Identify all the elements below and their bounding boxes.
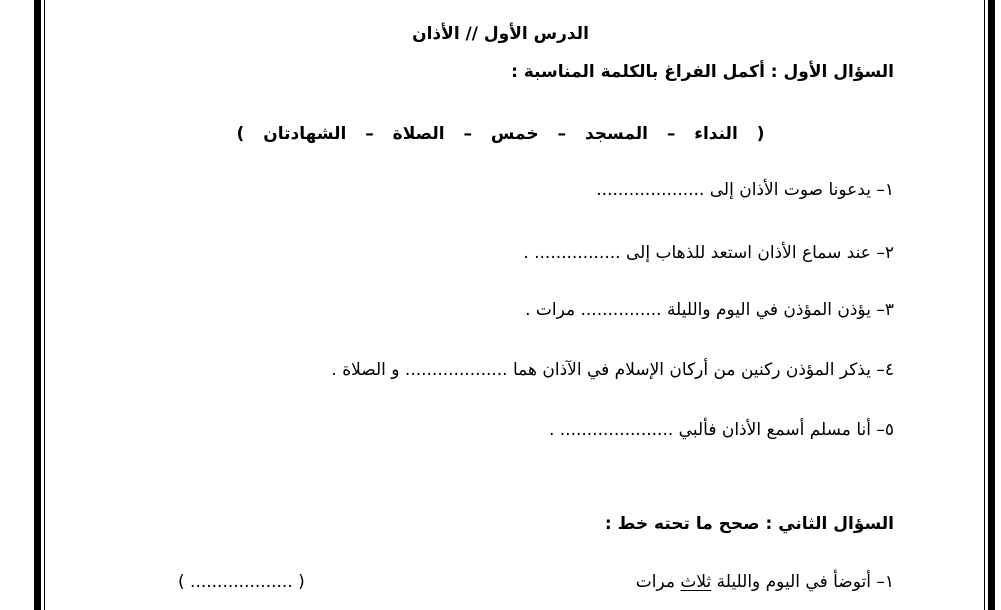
question1-item-1: ١– يدعونا صوت الأذان إلى .................... [596, 180, 894, 200]
word-bank-word: خمس [490, 124, 539, 144]
word-bank-word: الشهادتان [263, 124, 347, 144]
page-border-left-thick [34, 0, 41, 610]
statement-text: مرات [635, 572, 681, 592]
page-border-right-thick [988, 0, 995, 610]
question2-item-1-answer-blank: ( ................... ) [178, 572, 305, 592]
word-bank [0, 124, 1001, 144]
page-border-left-thin [44, 0, 45, 610]
underlined-word: ثلاث [680, 572, 712, 592]
page-border-right-thin [984, 0, 985, 610]
question1-item-4: ٤– يذكر المؤذن ركنين من أركان الإسلام في الآذان هما ................... و الصلاة . [331, 360, 894, 380]
word-bank-word: الصلاة [392, 124, 445, 144]
word-bank-close-paren: ) [236, 124, 245, 144]
lesson-title: الدرس الأول // الأذان [412, 24, 589, 44]
statement-text: ١– أتوضأ في اليوم والليلة [711, 572, 894, 592]
word-bank-word: المسجد [584, 124, 648, 144]
word-bank-separator: – [365, 124, 374, 144]
question2-title: السؤال الثاني : صحح ما تحته خط : [604, 514, 894, 534]
question1-item-3: ٣– يؤذن المؤذن في اليوم والليلة ............... مرات . [525, 300, 894, 320]
word-bank-separator: – [463, 124, 472, 144]
question2-item-1-statement [636, 572, 894, 592]
word-bank-open-paren: ( [756, 124, 765, 144]
word-bank-word: النداء [694, 124, 738, 144]
word-bank-separator: – [666, 124, 676, 144]
question1-item-5: ٥– أنا مسلم أسمع الأذان فألبي ..................... . [548, 420, 894, 440]
question1-item-2: ٢– عند سماع الأذان استعد للذهاب إلى ................ . [523, 243, 894, 263]
question1-title: السؤال الأول : أكمل الفراغ بالكلمة المناسبة : [511, 62, 894, 82]
word-bank-separator: – [557, 124, 567, 144]
